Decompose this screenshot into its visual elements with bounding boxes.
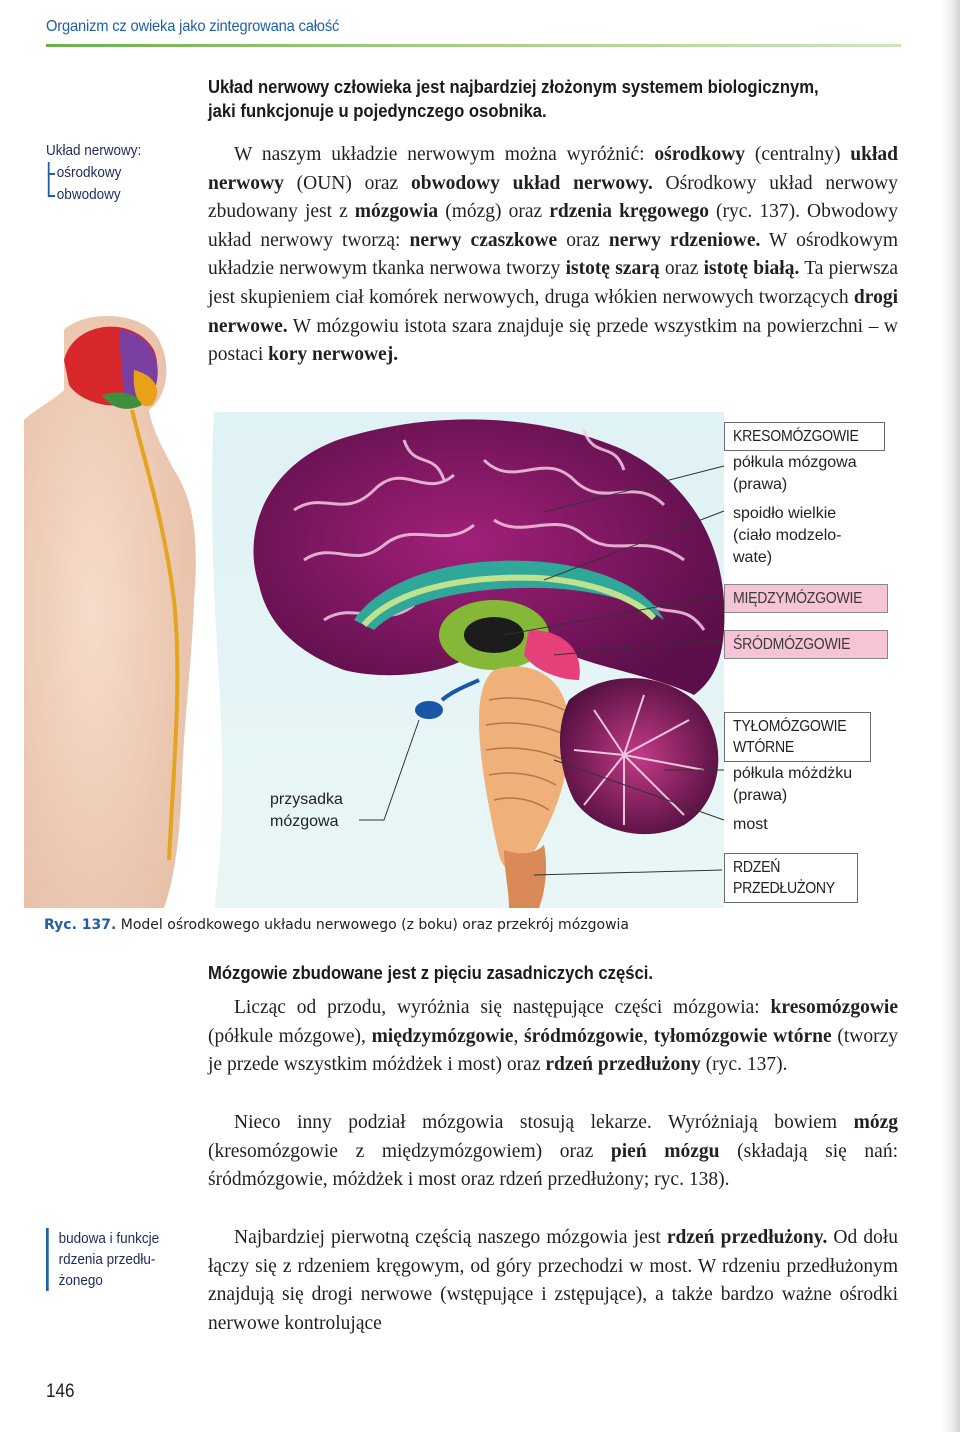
margin-note-tree [46,162,141,206]
margin-note-line: budowa i funkcje [58,1230,160,1247]
label-spoidlo-wielkie [733,503,841,569]
page-edge-shadow [942,0,960,1432]
pituitary-gland [415,701,443,719]
page-number: 146 [46,1381,75,1402]
label-text: TYŁOMÓZGOWIE [733,718,847,735]
label-most: most [733,816,768,833]
label-text: RDZEŃ [733,859,781,876]
label-tylomozgowie-wtorne [724,712,871,762]
figure-caption [44,917,629,933]
medulla-oblongata [504,845,546,908]
label-miedzymozgowie [724,584,888,613]
label-line: półkula mózgowa [733,454,857,471]
section1-paragraph: W naszym układzie nerwowym można wyróżnić: ośrodkowy (centralny) układ nerwowy (OUN) oraz obwodowy układ nerwowy. Ośrodkowy układ nerwowy zbudowany jest z mózgowia (mózg) oraz rdzenia kręgowego (ryc. 137). Obwodowy układ nerwowy tworzą: nerwy czaszkowe oraz nerwy rdzeniowe. W ośrodkowym układzie nerwowym tkanka nerwowa tworzy istotę szarą oraz istotę białą. Ta pierwsza jest skupieniem ciał komórek nerwowych, druga włókien nerwowych tworzących drogi nerwowe. W mózgowiu istota szara znajduje się przede wszystkim na powierzchni – w postaci kory nerwowej. [208,144,898,366]
margin-note-medulla [46,1228,159,1291]
label-line: przysadka [270,791,343,808]
caption-text: Model ośrodkowego układu nerwowego (z boku) oraz przekrój mózgowia [120,917,629,933]
label-text: MIĘDZYMÓZGOWIE [733,590,863,607]
label-polkula-mozdzku [733,763,852,807]
label-line: wate) [733,549,773,566]
label-line: spoidło wielkie [733,505,837,522]
label-srodmozgowie [724,630,888,659]
body-model [24,316,196,908]
label-kresomozgowie [724,422,885,451]
margin-note-line: żonego [58,1272,103,1289]
caption-number: Ryc. 137. [44,917,117,933]
section2-paragraph-3: Najbardziej pierwotną częścią naszego mózgowia jest rdzeń przedłużony. Od dołu łączy się z rdzeniem kręgowym, od góry przechodzi w most. W rdzeniu przedłużonym znajdują się drogi nerwowe (wstępujące i zstępujące), a także bardzo ważne ośrodki nerwowe kontrolujące [208,1227,899,1334]
section2-paragraph-2: Nieco inny podział mózgowia stosują lekarze. Wyróżniają bowiem mózg (kresomózgowie z międzymózgowiem) oraz pień mózgu (składają się nań: śródmózgowie, móżdżek i most oraz rdzeń przedłużony; ryc. 138). [208,1112,898,1191]
margin-note-nervous-system [46,140,141,206]
running-header: Organizm cz owieka jako zintegrowana całość [46,18,340,35]
label-line: półkula móżdżku [733,765,853,782]
label-line: (ciało modzelo- [733,527,842,544]
label-rdzen-przedluzony [724,853,858,903]
margin-note-title: Układ nerwowy: [46,142,142,159]
thalamus [464,617,524,653]
section1-lead: Układ nerwowy człowieka jest najbardziej złożonym systemem biologicznym, jaki funkcjonuje u pojedynczego osobnika. [208,76,819,121]
margin-note-item: obwodowy [57,184,141,206]
label-line: (prawa) [733,787,788,804]
label-text: PRZEDŁUŻONY [733,880,835,897]
cerebellum [560,678,718,834]
label-line: (prawa) [733,476,788,493]
section2-lead: Mózgowie zbudowane jest z pięciu zasadniczych części. [208,962,654,983]
section2-paragraph-1: Licząc od przodu, wyróżnia się następujące części mózgowia: kresomózgowie (półkule mózgowe), międzymózgowie, śródmózgowie, tyłomózgowie wtórne (tworzy je przede wszystkim móżdżek i most) oraz rdzeń przedłużony (ryc. 137). [208,997,898,1076]
header-rule [46,44,901,47]
label-polkula-mozgowa [733,452,857,496]
label-text: KRESOMÓZGOWIE [733,428,859,445]
margin-note-line: rdzenia przedłu- [58,1251,156,1268]
label-text: ŚRÓDMÓZGOWIE [733,636,851,653]
label-text: WTÓRNE [733,739,794,756]
label-line: mózgowa [270,813,339,830]
label-przysadka-mozgowa [270,789,343,833]
margin-note-item: ośrodkowy [57,162,141,184]
